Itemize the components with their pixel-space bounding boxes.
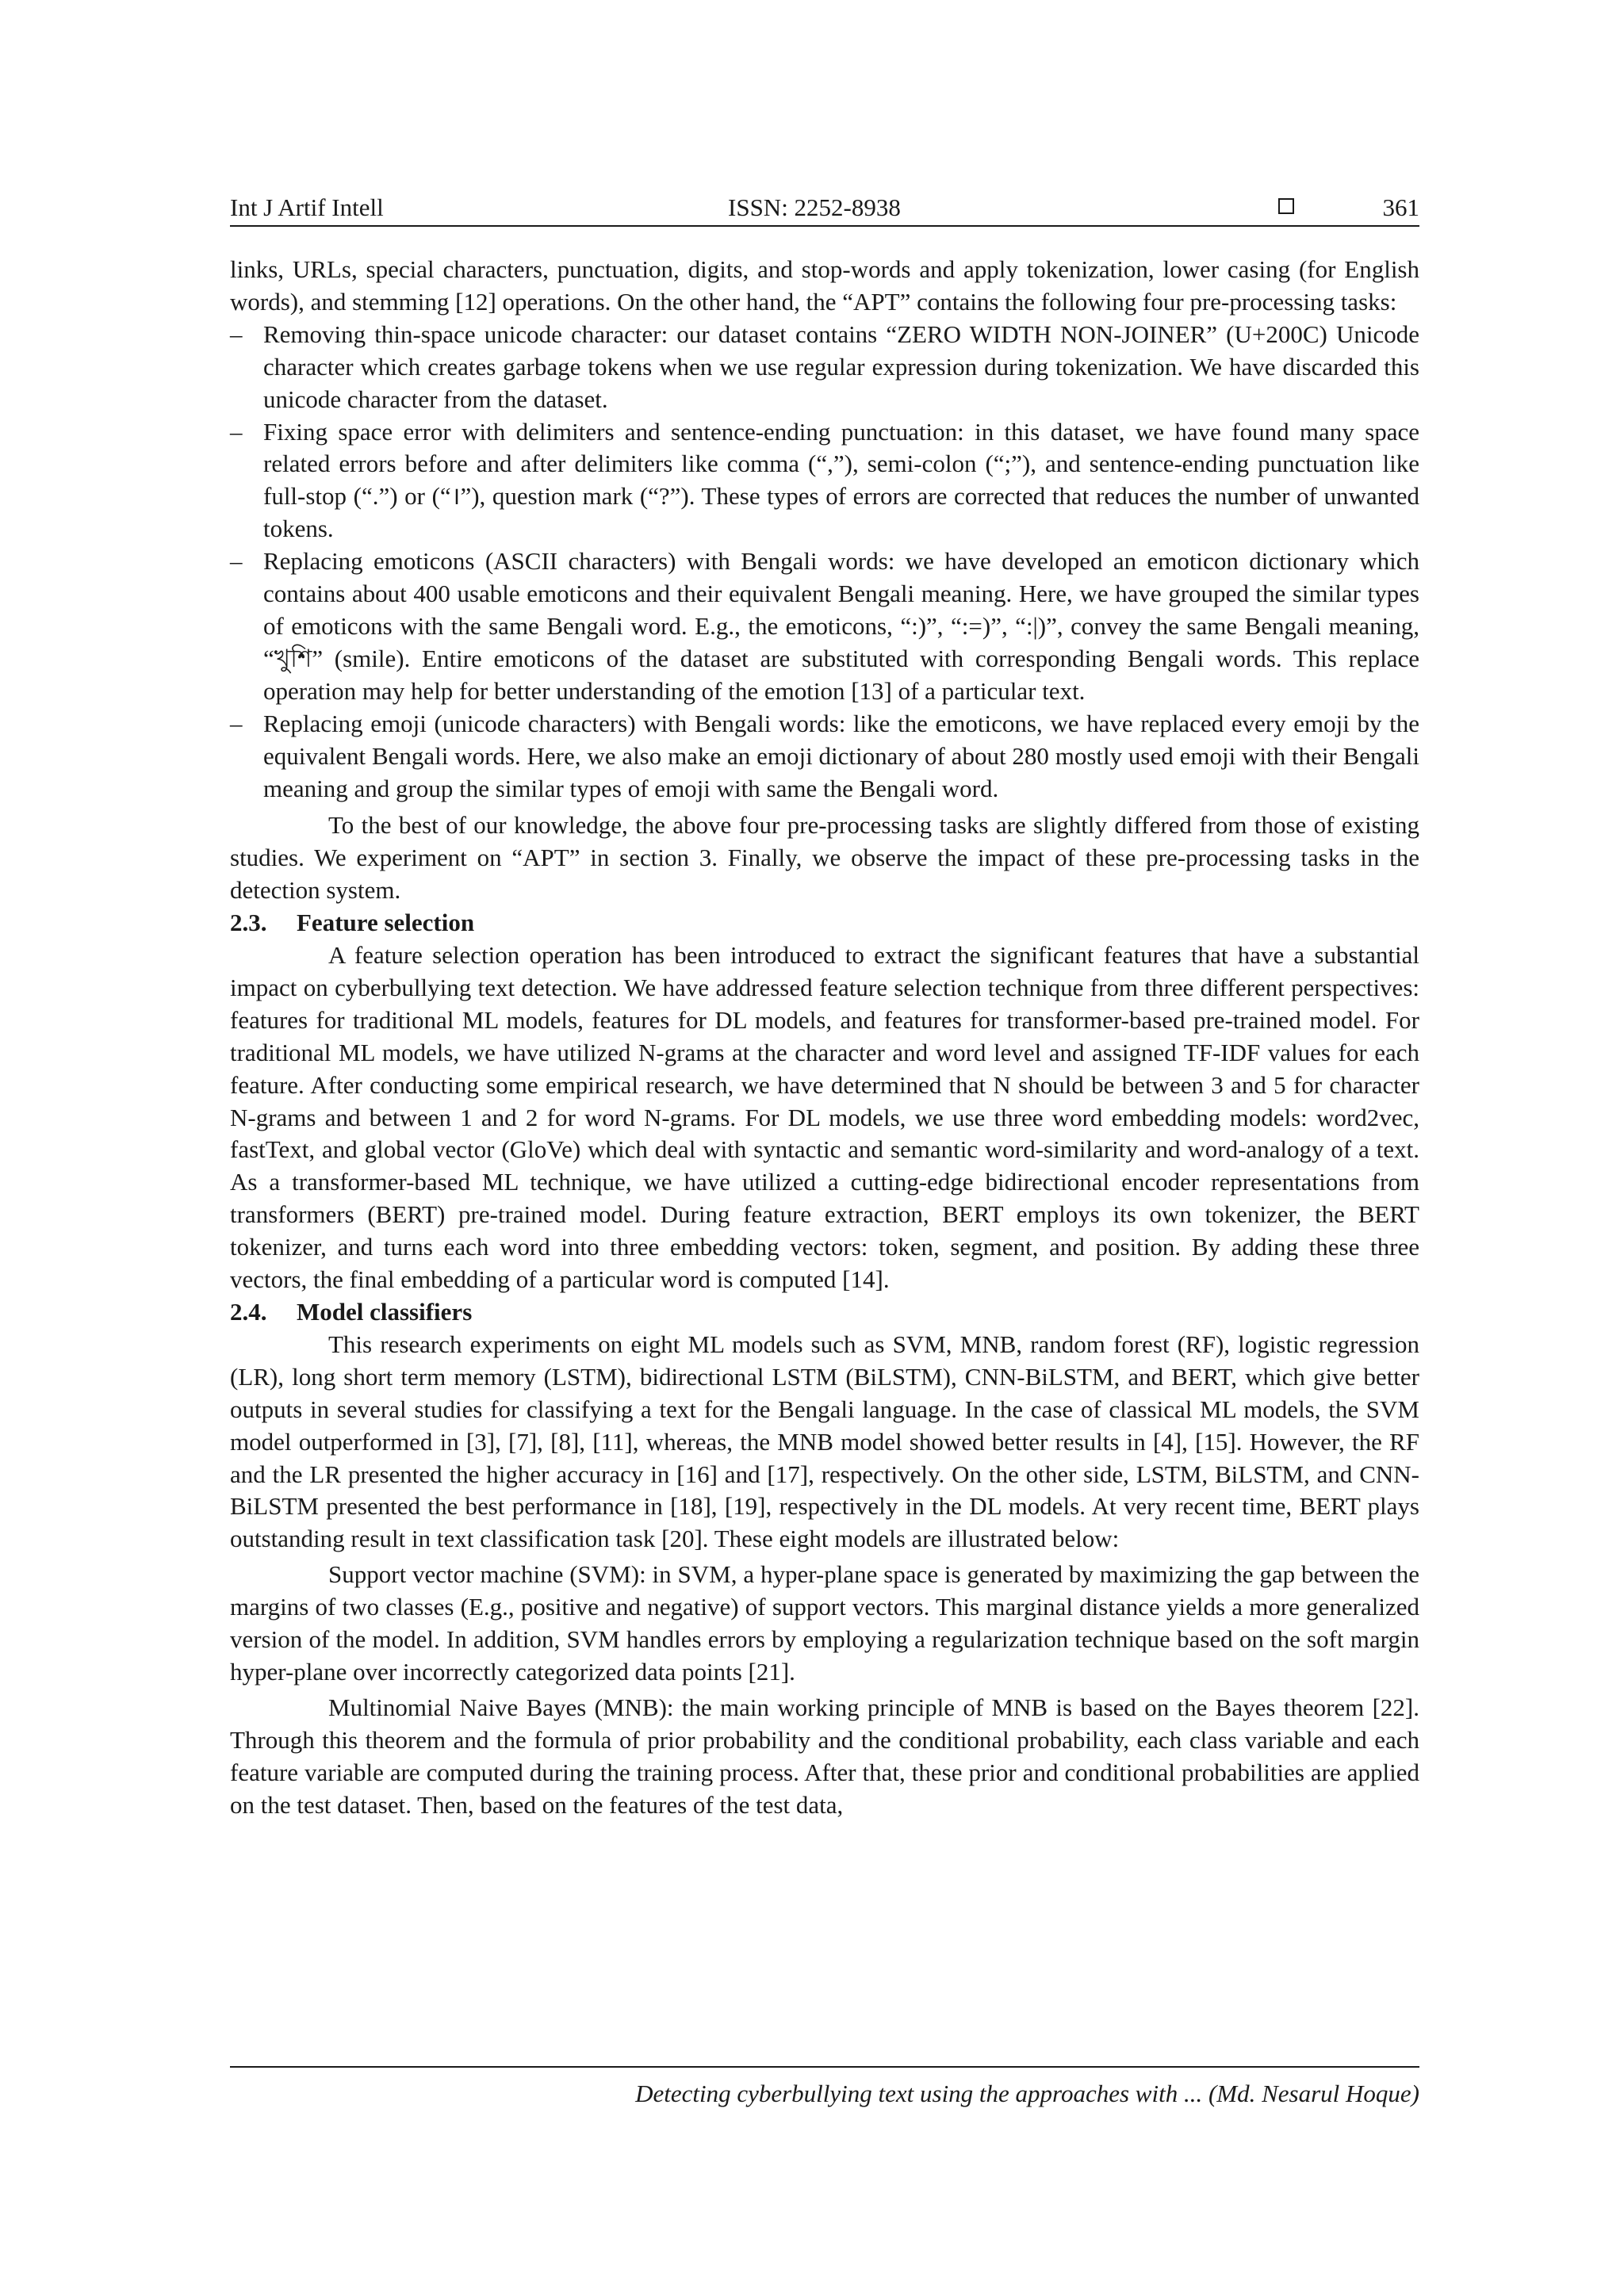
list-item-text: Removing thin-space unicode character: our dataset contains “ZERO WIDTH NON-JOINER” (U+200C) Unicode character which creates garbage tokens when we use regular expression during tokenization. We have discarded this unicode character from the dataset. — [263, 320, 1419, 413]
list-item — [230, 319, 1419, 416]
mnb-paragraph: Multinomial Naive Bayes (MNB): the main working principle of MNB is based on the Bayes theorem [22]. Through this theorem and the formula of prior probability and the conditional probability, each class variable and each feature variable are computed during the training process. After that, these prior and conditional probabilities are applied on the test dataset. Then, based on the features of the test data, — [230, 1693, 1419, 1819]
list-item — [230, 545, 1419, 708]
list-item — [230, 416, 1419, 546]
list-item-text: Replacing emoticons (ASCII characters) with Bengali words: we have developed an emoticon dictionary which contains about 400 usable emoticons and their equivalent Bengali meaning. Here, we have grouped the similar types of emoticons with the same Bengali word. E.g., the emoticons, “:)”, “:=)”, “:|)”, convey the same Bengali meaning, “খুশি” (smile). Entire emoticons of the dataset are substituted with corresponding Bengali words. This replace operation may help for better understanding of the emotion [13] of a particular text. — [263, 547, 1419, 705]
section-title: Model classifiers — [297, 1298, 473, 1326]
bullet-dash: – — [230, 547, 243, 576]
feature-selection-paragraph: A feature selection operation has been introduced to extract the significant features that have a substantial impact on cyberbullying text detection. We have addressed feature selection technique from three different perspectives: features for traditional ML models, features for DL models, and features for transformer-based pre-trained model. For traditional ML models, we have utilized N-grams at the character and word level and assigned TF-IDF values for each feature. After conducting some empirical research, we have determined that N should be between 3 and 5 for character N-grams and between 1 and 2 for word N-grams. For DL models, we use three word embedding models: word2vec, fastText, and global vector (GloVe) which deal with syntactic and semantic word-similarity and word-analogy of a text. As a transformer-based ML technique, we have utilized a cutting-edge bidirectional encoder representations from transformers (BERT) pre-trained model. During feature extraction, BERT employs its own tokenizer, the BERT tokenizer, and turns each word into three embedding vectors: token, segment, and position. By adding these three vectors, the final embedding of a particular word is computed [14]. — [230, 941, 1419, 1294]
journal-name: Int J Artif Intell — [230, 193, 384, 221]
bullet-dash: – — [230, 417, 243, 446]
intro-paragraph: links, URLs, special characters, punctuation, digits, and stop-words and apply tokenization, lower casing (for English words), and stemming [12] operations. On the other hand, the “APT” contains the following four pre-processing tasks: — [230, 255, 1419, 316]
list-item-text: Fixing space error with delimiters and sentence-ending punctuation: in this dataset, we have found many space related errors before and after delimiters like comma (“,”), semi-colon (“;”), and sentence-ending punctuation like full-stop (“.”) or (“।”), question mark (“?”). These types of errors are corrected that reduces the number of unwanted tokens. — [263, 417, 1419, 543]
issn: ISSN: 2252-8938 — [728, 193, 901, 221]
section-title: Feature selection — [297, 909, 475, 937]
bullet-dash: – — [230, 709, 243, 737]
list-item-text: Replacing emoji (unicode characters) with Bengali words: like the emoticons, we have replaced every emoji by the equivalent Bengali words. Here, we also make an emoji dictionary of about 280 mostly used emoji with their Bengali meaning and group the similar types of emoji with same the Bengali word. — [263, 709, 1419, 802]
square-icon — [1278, 198, 1294, 214]
footer-rule — [230, 2066, 1419, 2068]
section-number: 2.3. — [230, 909, 267, 937]
svm-paragraph: Support vector machine (SVM): in SVM, a hyper-plane space is generated by maximizing the gap between the margins of two classes (E.g., positive and negative) of support vectors. This marginal distance yields a more generalized version of the model. In addition, SVM handles errors by employing a regularization technique based on the soft margin hyper-plane over incorrectly categorized data points [21]. — [230, 1560, 1419, 1686]
section-number: 2.4. — [230, 1298, 267, 1326]
model-classifiers-paragraph: This research experiments on eight ML models such as SVM, MNB, random forest (RF), logistic regression (LR), long short term memory (LSTM), bidirectional LSTM (BiLSTM), CNN-BiLSTM, and BERT, which give better outputs in several studies for classifying a text for the Bengali language. In the case of classical ML models, the SVM model outperformed in [3], [7], [8], [11], whereas, the MNB model showed better results in [4], [15]. However, the RF and the LR presented the higher accuracy in [16] and [17], respectively. On the other side, LSTM, BiLSTM, and CNN-BiLSTM presented the best performance in [18], [19], respectively in the DL models. At very recent time, BERT plays outstanding result in text classification task [20]. These eight models are illustrated below: — [230, 1330, 1419, 1553]
section-heading-2-4 — [230, 1296, 1419, 1329]
apt-paragraph: To the best of our knowledge, the above four pre-processing tasks are slightly differed from those of existing studies. We experiment on “APT” in section 3. Finally, we observe the impact of these pre-processing tasks in the detection system. — [230, 811, 1419, 905]
bullet-dash: – — [230, 320, 243, 348]
running-title: Detecting cyberbullying text using the approaches with ... (Md. Nesarul Hoque) — [635, 2080, 1419, 2107]
section-heading-2-3 — [230, 907, 1419, 939]
page-number: 361 — [1382, 193, 1419, 221]
page-header — [230, 190, 1419, 227]
list-item — [230, 708, 1419, 806]
preprocessing-list — [230, 319, 1419, 806]
main-content — [230, 254, 1419, 1822]
